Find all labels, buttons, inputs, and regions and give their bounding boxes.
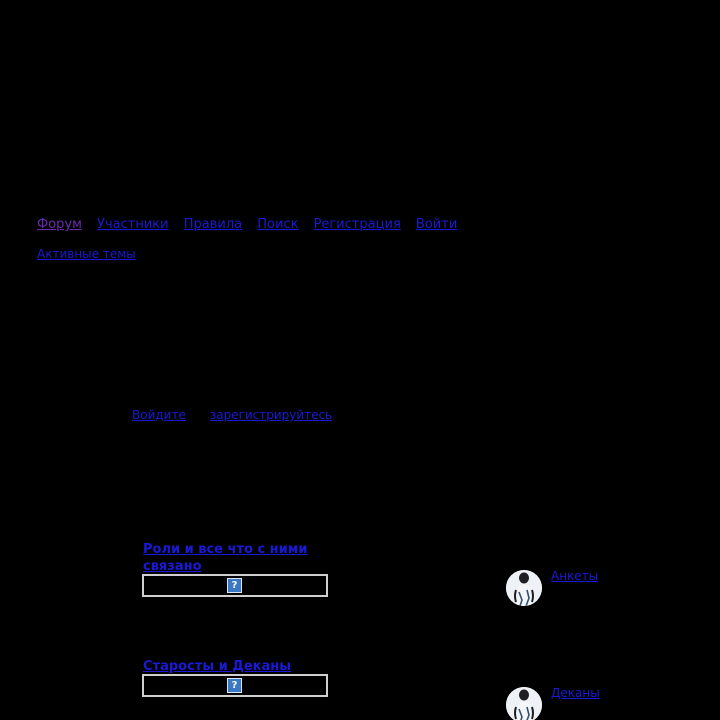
question-mark-icon: ?	[227, 678, 242, 693]
last-post-link[interactable]: Деканы	[551, 686, 600, 700]
active-topics-link[interactable]: Активные темы	[37, 247, 136, 261]
login-link[interactable]: Войдите	[132, 408, 186, 422]
question-mark-icon: ?	[227, 578, 242, 593]
forum-status-box	[142, 574, 328, 597]
person-avatar-icon	[506, 570, 542, 606]
nav-register-link[interactable]: Регистрация	[313, 217, 401, 232]
avatar[interactable]	[506, 570, 542, 606]
nav-rules-link[interactable]: Правила	[183, 217, 243, 232]
main-navigation	[37, 217, 468, 232]
login-prompt	[132, 408, 332, 422]
forum-title-link[interactable]: Старосты и Деканы	[143, 659, 291, 674]
person-avatar-icon	[506, 687, 542, 720]
avatar[interactable]	[506, 687, 542, 720]
nav-members-link[interactable]: Участники	[97, 217, 169, 232]
forum-title-link[interactable]: Роли и все что с ними связано	[143, 542, 308, 574]
last-post-link[interactable]: Анкеты	[551, 569, 599, 583]
register-link[interactable]: зарегистрируйтесь	[209, 408, 333, 422]
forum-status-box	[142, 674, 328, 697]
nav-login-link[interactable]: Войти	[415, 217, 458, 232]
nav-forum-link[interactable]: Форум	[37, 217, 82, 232]
nav-search-link[interactable]: Поиск	[257, 217, 299, 232]
